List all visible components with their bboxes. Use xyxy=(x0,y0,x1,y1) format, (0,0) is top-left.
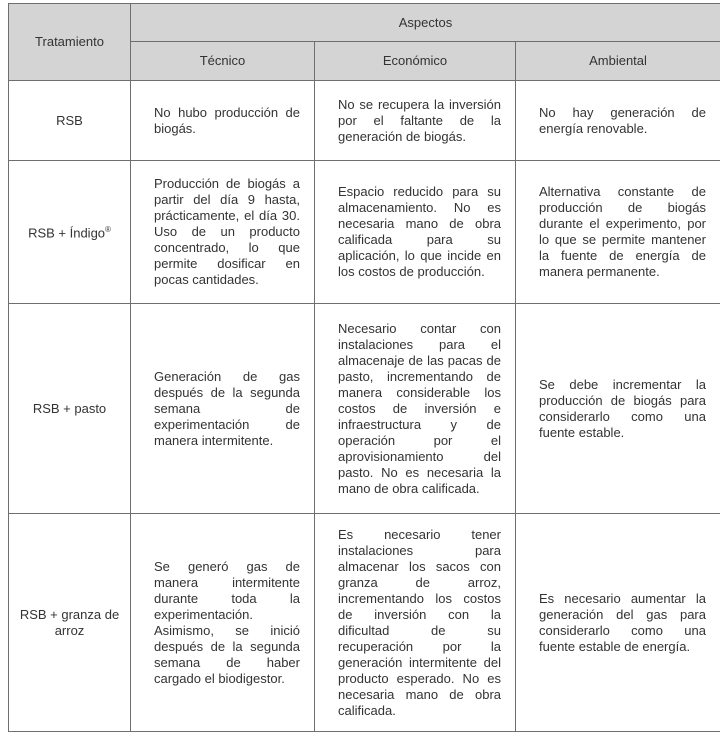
header-treatment: Tratamiento xyxy=(9,4,131,81)
economic-cell: Es necesario tener instalaciones para almacenar los sacos con granza de arroz, incrementando los costos de inversión con la dificultad de su recuperación por la generación intermitente del producto esperado. No es necesaria mano de obra calificada. xyxy=(315,514,516,732)
header-technical: Técnico xyxy=(131,42,315,81)
technical-cell: Producción de biogás a partir del día 9 hasta, prácticamente, el día 30. Uso de un producto concentrado, lo que permite dosificar en pocas cantidades. xyxy=(131,161,315,304)
registered-mark: ® xyxy=(105,225,111,235)
environmental-cell: Alternativa constante de producción de biogás durante el experimento, por lo que se permite mantener la fuente de energía de manera permanente. xyxy=(516,161,720,304)
economic-cell: Necesario contar con instalaciones para el almacenaje de las pacas de pasto, incrementando de manera considerable los costos de inversión e infraestructura y de operación por el aprovisionamiento del pasto. No es necesaria la mano de obra calificada. xyxy=(315,304,516,514)
technical-cell: Se generó gas de manera intermitente durante toda la experimentación. Asimismo, se inició después de la segunda semana de haber cargado el biodigestor. xyxy=(131,514,315,732)
header-economic: Económico xyxy=(315,42,516,81)
treatment-cell: RSB xyxy=(9,81,131,161)
economic-cell: No se recupera la inversión por el faltante de la generación de biogás. xyxy=(315,81,516,161)
comparison-table xyxy=(8,3,720,732)
treatment-cell: RSB + granza de arroz xyxy=(9,514,131,732)
table-row xyxy=(9,304,720,514)
environmental-cell: Se debe incrementar la producción de biogás para considerarlo como una fuente estable. xyxy=(516,304,720,514)
header-environmental: Ambiental xyxy=(516,42,720,81)
treatment-cell: RSB + pasto xyxy=(9,304,131,514)
technical-cell: No hubo producción de biogás. xyxy=(131,81,315,161)
header-aspects: Aspectos xyxy=(131,4,720,42)
table-row xyxy=(9,81,720,161)
environmental-cell: Es necesario aumentar la generación del gas para considerarlo como una fuente estable de energía. xyxy=(516,514,720,732)
table-row xyxy=(9,161,720,304)
economic-cell: Espacio reducido para su almacenamiento. No es necesaria mano de obra calificada para su aplicación, lo que incide en los costos de producción. xyxy=(315,161,516,304)
treatment-cell: RSB + Índigo® xyxy=(9,161,131,304)
technical-cell: Generación de gas después de la segunda semana de experimentación de manera intermitente. xyxy=(131,304,315,514)
environmental-cell: No hay generación de energía renovable. xyxy=(516,81,720,161)
table-row xyxy=(9,514,720,732)
